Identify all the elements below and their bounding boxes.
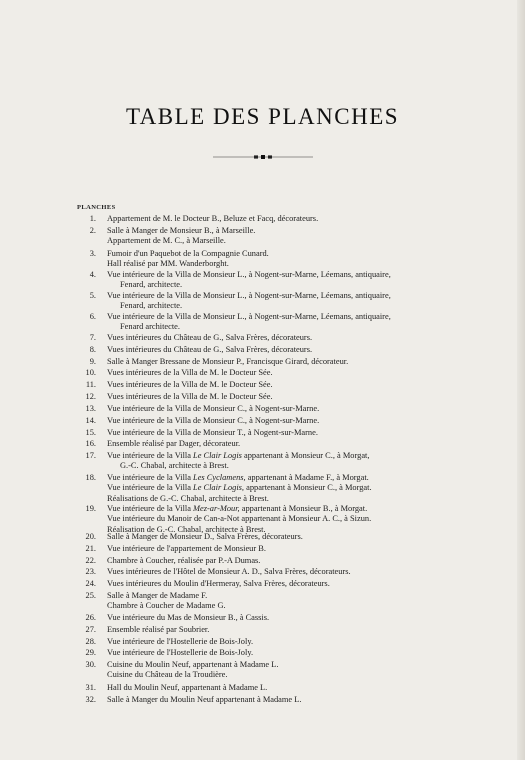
plate-caption-line: Réalisations de G.-C. Chabal, architecte à Brest. [107,493,269,503]
plate-number: 28. [85,637,96,646]
plate-number: 30. [85,660,96,669]
plate-number: 32. [85,695,96,704]
plate-description [107,591,437,612]
plate-description [107,637,437,647]
plate-number: 2. [89,226,96,235]
caption-text: appartenant à Monsieur C., à Morgat. [244,483,372,493]
plate-caption-line: Vue intérieure du Mas de Monsieur B., à Cassis. [107,613,270,622]
plate-description [107,380,437,390]
plate-caption-line: Vue intérieure de la Villa de Monsieur L., à Nogent-sur-Marne, Léemans, antiquaire, [107,291,391,300]
plate-description [107,613,437,623]
plate-caption-line: Fenard, architecte. [120,280,183,290]
plate-caption-line: Vue intérieure de la Villa de Monsieur C., à Nogent-sur-Marne. [107,404,320,413]
plate-caption-line: Salle à Manger de Madame F. [107,591,208,600]
caption-text: Vue intérieure de la Villa [107,451,194,460]
plate-caption-line: Vues intérieures du Moulin d'Hermeray, Salva Frères, décorateurs. [107,579,330,588]
plate-description [107,579,437,589]
plate-caption-line: Vue intérieure de la Villa de Monsieur L., à Nogent-sur-Marne, Léemans, antiquaire, [107,270,391,279]
caption-text: Vue intérieure de la Villa [107,473,194,482]
plate-number: 31. [85,683,96,692]
plate-description [107,312,437,333]
plate-caption-line: Fenard, architecte. [120,301,183,311]
plate-description [107,556,437,566]
plate-number: 12. [85,392,96,401]
plate-number: 26. [85,613,96,622]
plate-number: 6. [89,312,96,321]
plate-description [107,625,437,635]
plate-caption-line: Vue intérieure de la Villa de Monsieur T., à Nogent-sur-Marne. [107,428,318,437]
plate-caption-line [107,504,437,514]
plate-number: 8. [89,345,96,354]
plate-caption-line: Vue intérieure de l'appartement de Monsieur B. [107,544,266,553]
plate-caption-line: Vue intérieure de la Villa de Monsieur L., à Nogent-sur-Marne, Léemans, antiquaire, [107,312,391,321]
plate-caption-line: Cuisine du Château de la Troudière. [107,670,228,680]
caption-text: appartenant à Madame F., à Morgat. [245,473,369,482]
plate-caption-line: Vue intérieure de la Villa de Monsieur C., à Nogent-sur-Marne. [107,416,320,425]
plate-description [107,270,437,291]
plate-description [107,695,437,705]
plate-number: 19. [85,504,96,513]
plate-caption-line: Vues intérieures de la Villa de M. le Docteur Sée. [107,368,273,377]
plate-caption-line: Vues intérieures du Château de G., Salva Frères, décorateurs. [107,345,313,354]
plate-number: 9. [89,357,96,366]
plate-caption-line: Fumoir d'un Paquebot de la Compagnie Cunard. [107,249,269,258]
plate-description [107,648,437,658]
plate-number: 4. [89,270,96,279]
plate-caption-line: Vues intérieures du Château de G., Salva Frères, décorateurs. [107,333,313,342]
plate-caption-line: Chambre à Coucher de Madame G. [107,601,226,611]
plate-number: 18. [85,473,96,482]
plate-description [107,532,437,542]
plate-number: 14. [85,416,96,425]
plate-number: 3. [89,249,96,258]
caption-text: appartenant à Monsieur C., à Morgat, [241,451,370,460]
villa-name: Le Clair Logis [193,451,242,460]
plate-description [107,504,437,535]
plate-number: 11. [85,380,96,389]
plate-caption-line: Vues intérieures de la Villa de M. le Docteur Sée. [107,380,273,389]
plate-description [107,249,437,270]
plate-caption-line: Appartement de M. C., à Marseille. [107,236,226,246]
caption-text: Vue intérieure de la Villa [107,504,194,513]
caption-text: Vue intérieure de la Villa [107,483,194,493]
plate-caption-line [107,473,437,483]
villa-name: Les Cyclamens, [193,473,246,482]
plate-number: 25. [85,591,96,600]
plate-description [107,226,437,247]
plate-description [107,544,437,554]
plate-description [107,345,437,355]
plate-number: 20. [85,532,96,541]
plate-caption-line: Chambre à Coucher, réalisée par P.-A Dumas. [107,556,261,565]
plate-caption-line: Fenard architecte. [120,322,180,332]
plate-caption-line [107,483,437,493]
plate-description [107,392,437,402]
plate-number: 7. [89,333,96,342]
title-ornament [213,153,313,161]
plate-description [107,428,437,438]
plate-number: 23. [85,567,96,576]
plate-caption-line: Vues intérieures de la Villa de M. le Docteur Sée. [107,392,273,401]
plate-caption-line: Vue intérieure de l'Hostellerie de Bois-Joly. [107,648,254,657]
plate-description [107,214,437,224]
plate-caption-line: Hall du Moulin Neuf, appartenant à Madame L. [107,683,268,692]
plate-caption-line: Salle à Manger de Monsieur D., Salva Frères, décorateurs. [107,532,303,541]
plate-description [107,660,437,681]
plate-description [107,368,437,378]
plate-number: 15. [85,428,96,437]
plate-caption-line: Ensemble réalisé par Soubrier. [107,625,210,634]
plate-caption-line [107,451,437,461]
plate-caption-line: Cuisine du Moulin Neuf, appartenant à Madame L. [107,660,279,669]
plate-number: 29. [85,648,96,657]
plate-caption-line: Vues intérieures de l'Hôtel de Monsieur A. D., Salva Frères, décorateurs. [107,567,351,576]
plate-caption-line: Vue intérieure du Manoir de Can-a-Not appartenant à Monsieur A. C., à Sizun. [107,514,372,524]
plate-number: 1. [89,214,96,223]
plate-caption-line: Appartement de M. le Docteur B., Beluze et Facq, décorateurs. [107,214,319,223]
plate-number: 24. [85,579,96,588]
plate-caption-line: G.-C. Chabal, architecte à Brest. [120,461,229,471]
caption-text: appartenant à Monsieur B., à Morgat. [239,504,368,513]
plate-description [107,473,437,504]
plate-description [107,333,437,343]
plate-number: 16. [85,439,96,448]
plate-number: 27. [85,625,96,634]
villa-name: Le Clair Logis, [193,483,245,493]
plate-description [107,357,437,367]
villa-name: Mez-ar-Mour, [193,504,240,513]
plate-description [107,439,437,449]
plate-caption-line: Ensemble réalisé par Dager, décorateur. [107,439,241,448]
plate-caption-line: Hall réalisé par MM. Wanderborght. [107,259,229,269]
plate-caption-line: Salle à Manger de Monsieur B., à Marseille. [107,226,256,235]
plate-caption-line: Salle à Manger Bressane de Monsieur P., Francisque Girard, décorateur. [107,357,349,366]
plate-description [107,567,437,577]
plate-description [107,683,437,693]
plate-description [107,291,437,312]
plate-number: 5. [89,291,96,300]
plate-number: 13. [85,404,96,413]
plate-number: 22. [85,556,96,565]
plate-number: 10. [85,368,96,377]
section-label: PLANCHES [77,204,116,211]
plate-caption-line: Réalisation de G.-C. Chabal, architecte à Brest. [107,524,266,534]
plate-number: 17. [85,451,96,460]
plate-caption-line: Vue intérieure de l'Hostellerie de Bois-Joly. [107,637,254,646]
plate-caption-line: Salle à Manger du Moulin Neuf appartenant à Madame L. [107,695,302,704]
plate-description [107,416,437,426]
plate-description [107,451,437,472]
plate-description [107,404,437,414]
plate-number: 21. [85,544,96,553]
page-title: TABLE DES PLANCHES [125,104,400,129]
